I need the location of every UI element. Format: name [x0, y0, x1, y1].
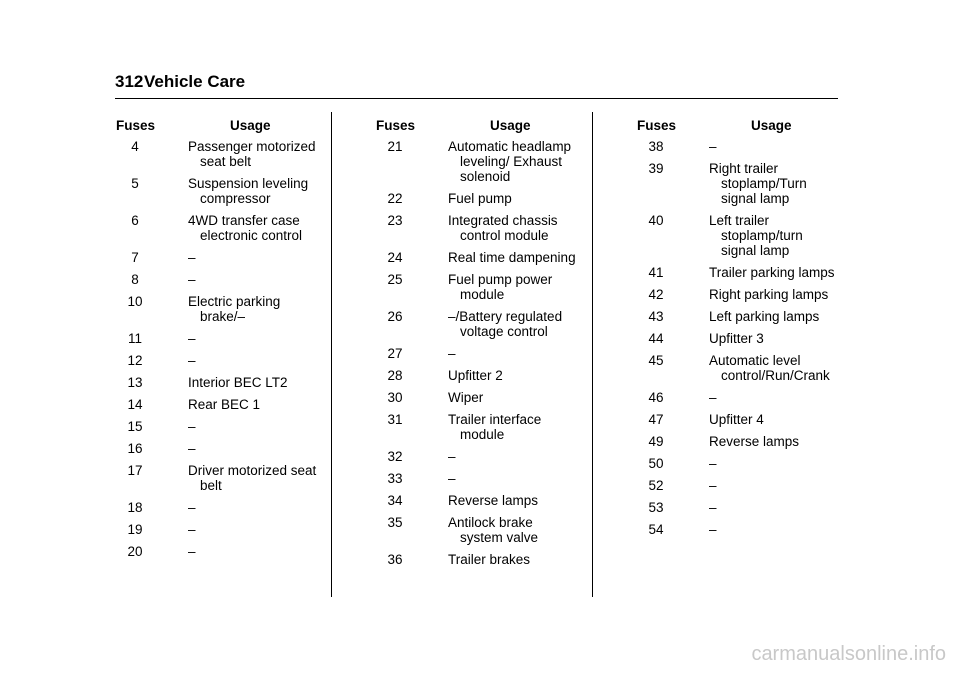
fuse-usage: Right trailer stoplamp/Turn signal lamp: [709, 161, 807, 206]
table-row: [106, 176, 309, 206]
fuse-usage: –: [448, 346, 456, 361]
table-header: [366, 113, 566, 139]
fuse-usage: Right parking lamps: [709, 287, 829, 302]
watermark: carmanualsonline.info: [751, 643, 946, 665]
column-divider: [592, 112, 593, 597]
fuse-usage: –: [188, 419, 196, 434]
table-row: [106, 397, 306, 412]
fuse-number: 13: [127, 375, 143, 390]
table-row: [106, 500, 306, 515]
fuse-number: 40: [648, 213, 664, 228]
fuse-number: 32: [387, 449, 403, 464]
fuse-usage: –: [188, 441, 196, 456]
section-title: Vehicle Care: [144, 72, 246, 91]
fuse-number: 46: [648, 390, 664, 405]
table-row: [627, 213, 827, 258]
fuse-number: 30: [387, 390, 403, 405]
fuse-usage: Trailer brakes: [448, 552, 531, 567]
fuse-usage: Upfitter 3: [709, 331, 764, 346]
table-row: [366, 493, 566, 508]
fuse-number: 50: [648, 456, 664, 471]
fuse-number: 42: [648, 287, 664, 302]
table-row: [106, 441, 306, 456]
fuse-usage: –: [188, 522, 196, 537]
table-row: [366, 390, 566, 405]
fuse-usage: Reverse lamps: [448, 493, 539, 508]
table-row: [627, 287, 827, 302]
table-row: [106, 522, 306, 537]
fuse-number: 8: [131, 272, 139, 287]
fuse-usage: –: [709, 522, 717, 537]
fuse-number: 23: [387, 213, 403, 228]
fuse-number: 27: [387, 346, 403, 361]
usage-column-header: Usage: [490, 118, 531, 133]
fuse-number: 53: [648, 500, 664, 515]
fuse-usage: Reverse lamps: [709, 434, 800, 449]
table-row: [366, 213, 566, 243]
column-divider: [331, 112, 332, 597]
table-row: [627, 412, 827, 427]
fuse-number: 24: [387, 250, 403, 265]
table-row: [366, 309, 566, 339]
table-header: [627, 113, 827, 139]
fuse-usage: –/Battery regulated voltage control: [448, 309, 563, 339]
fuse-number: 20: [127, 544, 143, 559]
fuse-number: 25: [387, 272, 403, 287]
fuse-usage: Trailer parking lamps: [709, 265, 835, 280]
table-row: [106, 544, 306, 559]
fuse-usage: Left trailer stoplamp/turn signal lamp: [709, 213, 803, 258]
table-row: [366, 552, 566, 567]
table-row: [366, 449, 566, 464]
fuse-usage: –: [448, 471, 456, 486]
fuses-column-header: Fuses: [376, 118, 416, 133]
table-row: [627, 161, 827, 206]
fuse-number: 35: [387, 515, 403, 530]
fuse-number: 28: [387, 368, 403, 383]
table-row: [106, 294, 306, 324]
table-row: [366, 346, 566, 361]
table-row: [106, 353, 306, 368]
fuse-number: 39: [648, 161, 664, 176]
fuse-usage: –: [188, 331, 196, 346]
fuse-usage: Rear BEC 1: [188, 397, 261, 412]
fuse-number: 14: [127, 397, 143, 412]
fuse-usage: Passenger motorized seat belt: [188, 139, 316, 169]
fuse-usage: –: [709, 456, 717, 471]
fuse-usage: –: [188, 250, 196, 265]
fuse-usage: Left parking lamps: [709, 309, 820, 324]
table-row: [366, 191, 566, 206]
fuse-number: 7: [131, 250, 139, 265]
fuses-column-header: Fuses: [637, 118, 677, 133]
fuse-usage: –: [709, 390, 717, 405]
fuse-number: 26: [387, 309, 403, 324]
usage-column-header: Usage: [230, 118, 271, 133]
table-row: [366, 139, 572, 184]
fuse-usage: –: [188, 272, 196, 287]
table-row: [627, 309, 827, 324]
page-number: 312: [115, 72, 144, 91]
fuses-column-header: Fuses: [116, 118, 156, 133]
fuse-table-column-1: [106, 113, 317, 566]
table-row: [106, 213, 306, 243]
fuse-usage: Driver motorized seat belt: [188, 463, 317, 493]
fuse-usage: Integrated chassis control module: [448, 213, 558, 243]
fuse-usage: Antilock brake system valve: [448, 515, 539, 545]
table-row: [627, 456, 827, 471]
fuse-table-column-2: [366, 113, 576, 574]
fuse-number: 11: [127, 331, 142, 346]
table-row: [106, 331, 306, 346]
fuse-number: 38: [648, 139, 664, 154]
fuse-number: 54: [648, 522, 664, 537]
fuse-number: 17: [127, 463, 143, 478]
table-row: [366, 368, 566, 383]
fuse-number: 34: [387, 493, 403, 508]
fuse-number: 4: [131, 139, 139, 154]
fuse-number: 44: [648, 331, 664, 346]
fuse-usage: –: [709, 478, 717, 493]
fuse-usage: –: [188, 500, 196, 515]
fuse-usage: –: [448, 449, 456, 464]
table-row: [627, 522, 827, 537]
table-row: [106, 250, 306, 265]
fuse-usage: Automatic headlamp leveling/ Exhaust solenoid: [448, 139, 572, 184]
fuse-number: 22: [387, 191, 403, 206]
table-row: [106, 463, 317, 493]
table-row: [366, 515, 566, 545]
fuse-number: 52: [648, 478, 664, 493]
table-row: [627, 500, 827, 515]
fuse-usage: Interior BEC LT2: [188, 375, 288, 390]
fuse-usage: –: [188, 353, 196, 368]
table-row: [106, 272, 306, 287]
fuse-number: 5: [131, 176, 139, 191]
table-header: [106, 113, 306, 139]
usage-column-header: Usage: [751, 118, 792, 133]
table-row: [106, 139, 316, 169]
fuse-number: 49: [648, 434, 664, 449]
table-row: [106, 419, 306, 434]
fuse-number: 10: [127, 294, 143, 309]
fuse-usage: Trailer interface module: [448, 412, 542, 442]
fuse-number: 43: [648, 309, 664, 324]
fuse-usage: Fuel pump power module: [448, 272, 553, 302]
fuse-number: 33: [387, 471, 403, 486]
fuse-usage: –: [709, 139, 717, 154]
fuse-number: 45: [648, 353, 664, 368]
table-row: [366, 412, 566, 442]
fuse-number: 16: [127, 441, 143, 456]
fuse-usage: –: [188, 544, 196, 559]
fuse-number: 6: [131, 213, 139, 228]
fuse-number: 19: [127, 522, 143, 537]
fuse-number: 21: [387, 139, 403, 154]
fuse-number: 15: [127, 419, 143, 434]
fuse-number: 31: [387, 412, 403, 427]
fuse-number: 47: [648, 412, 664, 427]
table-row: [366, 272, 566, 302]
fuse-usage: Wiper: [448, 390, 484, 405]
table-row: [366, 471, 566, 486]
fuse-usage: 4WD transfer case electronic control: [188, 213, 303, 243]
table-row: [366, 250, 576, 265]
table-row: [106, 375, 306, 390]
fuse-number: 36: [387, 552, 403, 567]
fuse-number: 41: [648, 265, 664, 280]
fuse-usage: Upfitter 4: [709, 412, 764, 427]
table-row: [627, 331, 827, 346]
fuse-usage: –: [709, 500, 717, 515]
table-row: [627, 390, 827, 405]
fuse-usage: Suspension leveling compressor: [188, 176, 309, 206]
fuse-usage: Automatic level control/Run/Crank: [709, 353, 830, 383]
table-row: [627, 353, 830, 383]
fuse-usage: Electric parking brake/–: [188, 294, 281, 324]
fuse-number: 12: [127, 353, 143, 368]
table-row: [627, 139, 827, 154]
table-row: [627, 265, 835, 280]
fuse-usage: Fuel pump: [448, 191, 512, 206]
fuse-number: 18: [127, 500, 143, 515]
fuse-usage: Real time dampening: [448, 250, 576, 265]
fuse-usage: Upfitter 2: [448, 368, 503, 383]
page-header: [115, 72, 838, 99]
fuse-table-column-3: [627, 113, 835, 544]
table-row: [627, 478, 827, 493]
table-row: [627, 434, 827, 449]
